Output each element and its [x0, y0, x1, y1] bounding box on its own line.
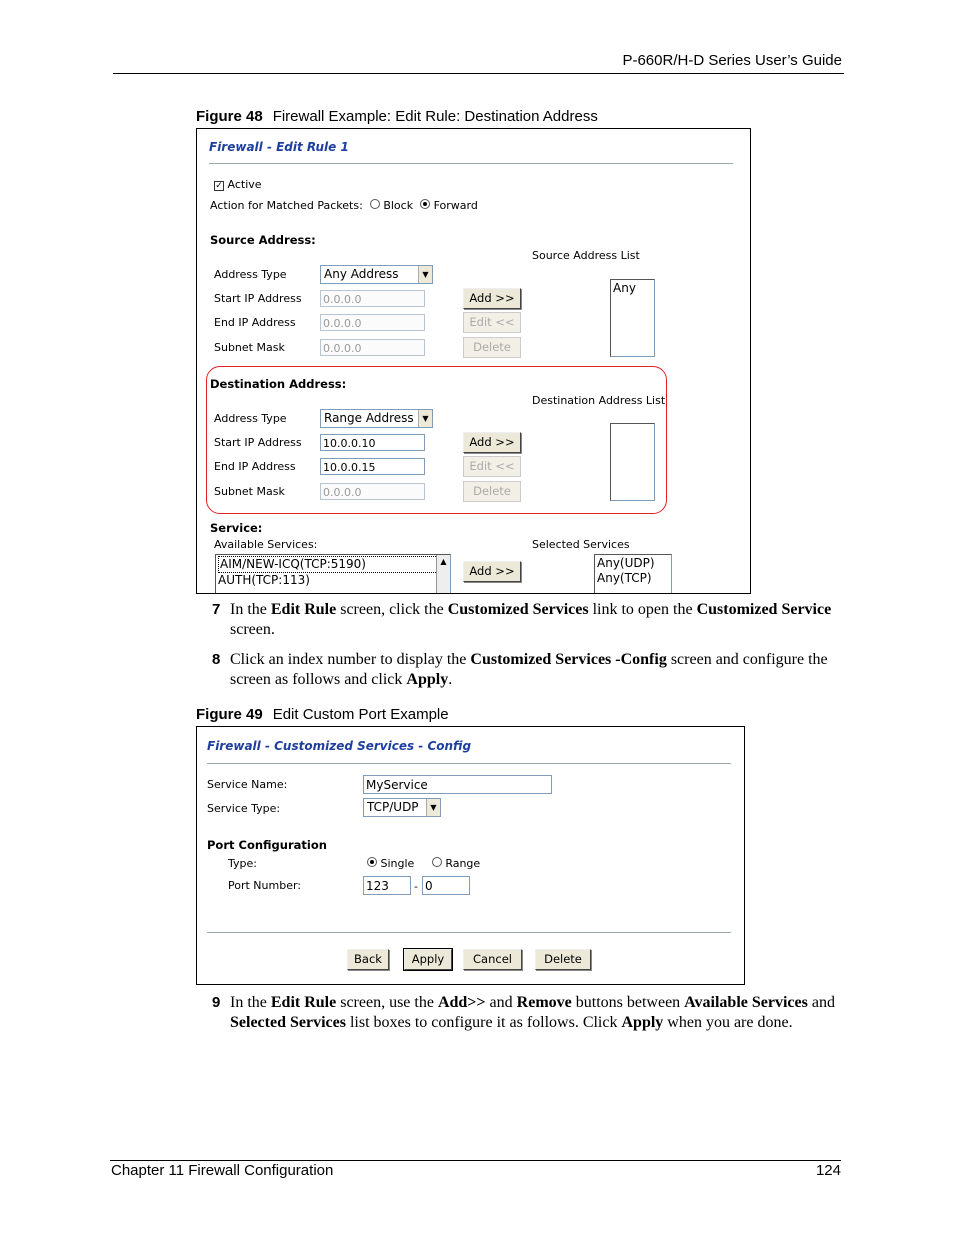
- figure-49-screenshot: [196, 726, 745, 985]
- chevron-down-icon: ▼: [418, 266, 432, 283]
- apply-button[interactable]: Apply: [404, 949, 452, 970]
- service-add-button[interactable]: Add >>: [463, 561, 521, 582]
- source-subnet-mask-label: Subnet Mask: [214, 341, 285, 354]
- service-heading: Service:: [210, 521, 263, 535]
- customized-services-config-title: Firewall - Customized Services - Config: [207, 739, 472, 753]
- action-label: Action for Matched Packets:: [210, 199, 363, 212]
- active-row: [214, 178, 262, 191]
- step-9-number: 9: [212, 994, 221, 1011]
- port-number-label: Port Number:: [228, 879, 302, 892]
- list-item[interactable]: Any: [613, 281, 636, 295]
- source-end-ip-label: End IP Address: [214, 316, 296, 329]
- source-add-button[interactable]: Add >>: [463, 288, 521, 309]
- source-address-type-value: Any Address: [324, 267, 399, 281]
- range-radio[interactable]: [432, 857, 442, 867]
- active-label: Active: [227, 178, 262, 191]
- page-header-title: P-660R/H-D Series User’s Guide: [622, 52, 842, 69]
- destination-start-ip-label: Start IP Address: [214, 436, 302, 449]
- list-item[interactable]: AIM/NEW-ICQ(TCP:5190): [218, 556, 448, 573]
- list-item[interactable]: Any(UDP): [597, 556, 655, 570]
- service-type-value: TCP/UDP: [367, 800, 419, 814]
- destination-address-type-label: Address Type: [214, 412, 287, 425]
- block-label: Block: [383, 199, 414, 212]
- available-services-scrollbar[interactable]: [436, 555, 450, 594]
- chevron-down-icon: ▼: [426, 799, 440, 816]
- step-8-number: 8: [212, 651, 221, 668]
- forward-label: Forward: [433, 199, 478, 212]
- back-button[interactable]: Back: [347, 949, 389, 970]
- range-label: Range: [445, 857, 481, 870]
- service-name-input[interactable]: MyService: [363, 775, 552, 794]
- block-radio[interactable]: [370, 199, 380, 209]
- destination-subnet-mask-label: Subnet Mask: [214, 485, 285, 498]
- scroll-up-icon[interactable]: ▲: [440, 557, 447, 566]
- destination-subnet-mask-input[interactable]: 0.0.0.0: [320, 483, 425, 500]
- port-configuration-heading: Port Configuration: [207, 838, 327, 852]
- active-checkbox[interactable]: ✓: [215, 181, 223, 191]
- figure-48-screenshot: [196, 128, 751, 594]
- step-7-number: 7: [212, 601, 221, 618]
- port-type-radios: [367, 857, 480, 870]
- figure-49-caption: [196, 706, 449, 723]
- figure-49-label: Figure 49: [196, 706, 263, 723]
- figure-49-caption-text: Edit Custom Port Example: [272, 706, 449, 723]
- source-edit-button[interactable]: Edit <<: [463, 312, 521, 333]
- source-end-ip-input[interactable]: 0.0.0.0: [320, 314, 425, 331]
- source-address-list[interactable]: [610, 279, 655, 357]
- single-label: Single: [380, 857, 415, 870]
- source-address-type-label: Address Type: [214, 268, 287, 281]
- port-to-input[interactable]: 0: [422, 876, 470, 895]
- step-8-text: Click an index number to display the Customized Services -Config screen and configure the screen as follows and click Apply.: [230, 651, 828, 688]
- destination-start-ip-input[interactable]: 10.0.0.10: [320, 434, 425, 451]
- port-from-input[interactable]: 123: [363, 876, 411, 895]
- source-address-heading: Source Address:: [210, 233, 316, 247]
- destination-address-type-select[interactable]: [320, 409, 433, 428]
- footer-chapter: Chapter 11 Firewall Configuration: [111, 1162, 334, 1179]
- service-type-select[interactable]: [363, 798, 441, 817]
- title-separator: [207, 763, 731, 764]
- destination-address-list-label: Destination Address List: [532, 394, 666, 407]
- service-name-label: Service Name:: [207, 778, 288, 791]
- list-item[interactable]: Any(TCP): [597, 571, 652, 585]
- edit-rule-title: Firewall - Edit Rule 1: [209, 140, 349, 154]
- footer-separator: [207, 932, 731, 933]
- figure-48-caption-text: Firewall Example: Edit Rule: Destination Address: [272, 108, 598, 125]
- step-9-text: In the Edit Rule screen, use the Add>> and Remove buttons between Available Services and Selected Services list boxes to configure it as follows. Click Apply when you are done.: [230, 994, 835, 1031]
- destination-edit-button[interactable]: Edit <<: [463, 456, 521, 477]
- type-label: Type:: [228, 857, 257, 870]
- source-address-type-select[interactable]: [320, 265, 433, 284]
- figure-48-caption: [196, 108, 598, 125]
- destination-address-heading: Destination Address:: [210, 377, 347, 391]
- list-item[interactable]: AUTH(TCP:113): [218, 573, 310, 587]
- selected-services-list[interactable]: [594, 554, 672, 594]
- destination-address-list[interactable]: [610, 423, 655, 501]
- service-type-label: Service Type:: [207, 802, 281, 815]
- destination-end-ip-label: End IP Address: [214, 460, 296, 473]
- source-start-ip-label: Start IP Address: [214, 292, 302, 305]
- port-range-dash: -: [414, 880, 418, 893]
- destination-add-button[interactable]: Add >>: [463, 432, 521, 453]
- source-start-ip-input[interactable]: 0.0.0.0: [320, 290, 425, 307]
- selected-services-label: Selected Services: [532, 538, 630, 551]
- cancel-button[interactable]: Cancel: [463, 949, 522, 970]
- source-address-list-label: Source Address List: [532, 249, 640, 262]
- header-rule: [113, 73, 844, 74]
- title-separator: [209, 163, 733, 164]
- destination-delete-button[interactable]: Delete: [463, 481, 521, 502]
- source-subnet-mask-input[interactable]: 0.0.0.0: [320, 339, 425, 356]
- chevron-down-icon: ▼: [418, 410, 432, 427]
- available-services-label: Available Services:: [214, 538, 318, 551]
- step-7-text: In the Edit Rule screen, click the Customized Services link to open the Customized Service screen.: [230, 601, 832, 638]
- single-radio[interactable]: [367, 857, 377, 867]
- footer-page-number: 124: [815, 1162, 841, 1179]
- forward-radio[interactable]: [420, 199, 430, 209]
- footer-rule: [110, 1160, 841, 1161]
- source-delete-button[interactable]: Delete: [463, 337, 521, 358]
- available-services-list[interactable]: [215, 554, 451, 594]
- destination-end-ip-input[interactable]: 10.0.0.15: [320, 458, 425, 475]
- action-row: [210, 199, 478, 212]
- figure-48-label: Figure 48: [196, 108, 263, 125]
- destination-address-type-value: Range Address: [324, 411, 414, 425]
- delete-button[interactable]: Delete: [535, 949, 591, 970]
